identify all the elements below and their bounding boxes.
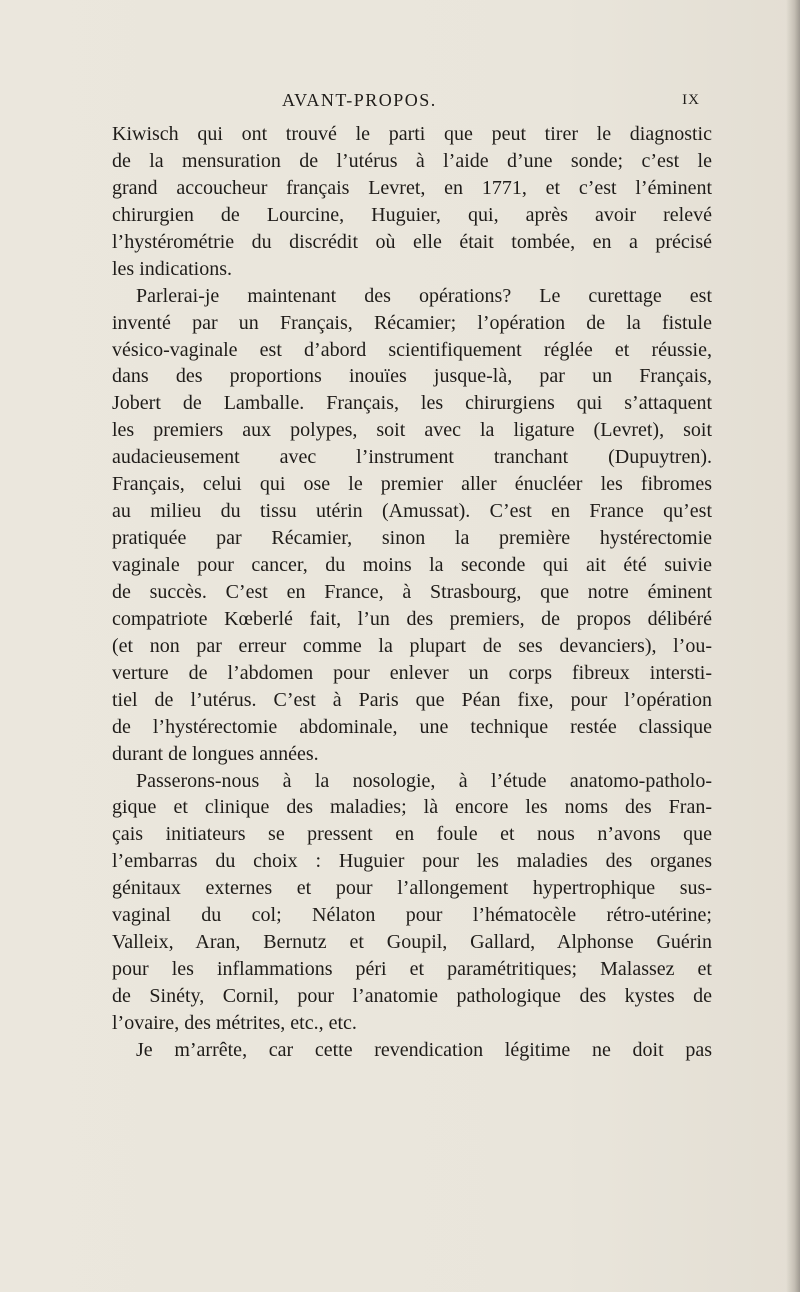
text-line: Passerons-nous à la nosologie, à l’étude anatomo-patholo- bbox=[136, 769, 712, 792]
text-line: de Sinéty, Cornil, pour l’anatomie pathologique des kystes de bbox=[112, 985, 712, 1007]
page-edge-shadow bbox=[786, 0, 800, 1292]
text-line: pour les inflammations péri et paramétritiques; Malassez et bbox=[112, 958, 712, 981]
text-line: Valleix, Aran, Bernutz et Goupil, Gallard, Alphonse Guérin bbox=[112, 931, 712, 954]
text-line: de l’hystérectomie abdominale, une technique restée classique bbox=[112, 715, 712, 738]
text-line: pratiquée par Récamier, sinon la première hystérectomie bbox=[112, 527, 712, 550]
text-line: Parlerai-je maintenant des opérations? Le curettage est bbox=[136, 284, 712, 307]
text-line: l’ovaire, des métrites, etc., etc. bbox=[112, 1011, 357, 1034]
running-head bbox=[112, 88, 712, 112]
text-line: verture de l’abdomen pour enlever un corps fibreux intersti- bbox=[112, 661, 712, 684]
text-line: compatriote Kœberlé fait, l’un des premiers, de propos délibéré bbox=[112, 607, 712, 630]
text-line: les indications. bbox=[112, 257, 232, 280]
text-line: çais initiateurs se pressent en foule et nous n’avons que bbox=[112, 823, 712, 846]
text-line: vaginale pour cancer, du moins la seconde qui ait été suivie bbox=[112, 554, 712, 576]
text-line: génitaux externes et pour l’allongement hypertrophique sus- bbox=[112, 877, 712, 900]
text-line: audacieusement avec l’instrument tranchant (Dupuytren). bbox=[112, 446, 712, 469]
text-line: Kiwisch qui ont trouvé le parti que peut tirer le diagnostic bbox=[112, 123, 712, 145]
text-line: vésico-vaginale est d’abord scientifiquement réglée et réussie, bbox=[112, 338, 712, 361]
text-line: tiel de l’utérus. C’est à Paris que Péan fixe, pour l’opération bbox=[112, 688, 712, 711]
text-line: Français, celui qui ose le premier aller énucléer les fibromes bbox=[112, 473, 712, 496]
text-line: gique et clinique des maladies; là encore les noms des Fran- bbox=[112, 796, 712, 819]
text-line: de succès. C’est en France, à Strasbourg, que notre éminent bbox=[112, 580, 712, 603]
text-line: durant de longues années. bbox=[112, 742, 319, 765]
text-line: dans des proportions inouïes jusque-là, par un Français, bbox=[112, 365, 712, 388]
text-line: l’hystérométrie du discrédit où elle était tombée, en a précisé bbox=[112, 230, 712, 253]
text-line: (et non par erreur comme la plupart de ses devanciers), l’ou- bbox=[112, 634, 712, 657]
body-text bbox=[112, 121, 712, 1064]
text-line: vaginal du col; Nélaton pour l’hématocèle rétro-utérine; bbox=[112, 904, 712, 927]
text-line: au milieu du tissu utérin (Amussat). C’est en France qu’est bbox=[112, 500, 712, 523]
page-number: IX bbox=[682, 92, 700, 108]
text-line: Je m’arrête, car cette revendication légitime ne doit pas bbox=[136, 1038, 712, 1061]
text-line: chirurgien de Lourcine, Huguier, qui, après avoir relevé bbox=[112, 203, 712, 226]
text-line: l’embarras du choix : Huguier pour les maladies des organes bbox=[112, 850, 712, 873]
text-line: grand accoucheur français Levret, en 1771, et c’est l’éminent bbox=[112, 176, 712, 199]
text-line: de la mensuration de l’utérus à l’aide d’une sonde; c’est le bbox=[112, 149, 712, 172]
text-line: les premiers aux polypes, soit avec la ligature (Levret), soit bbox=[112, 419, 712, 442]
text-line: Jobert de Lamballe. Français, les chirurgiens qui s’attaquent bbox=[112, 392, 712, 415]
text-line: inventé par un Français, Récamier; l’opération de la fistule bbox=[112, 311, 712, 334]
running-title: AVANT-PROPOS. bbox=[282, 90, 437, 110]
